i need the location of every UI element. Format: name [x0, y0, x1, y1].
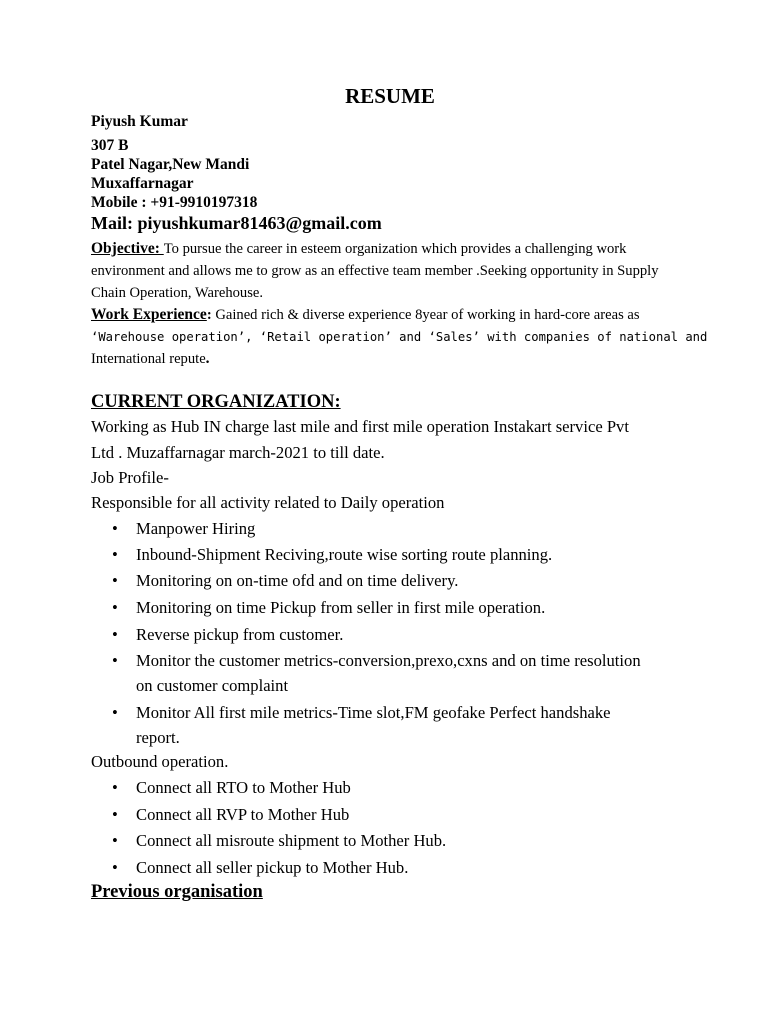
outbound-operation-label: Outbound operation.: [91, 752, 229, 771]
bullet-icon: •: [112, 571, 118, 590]
resume-title: RESUME: [345, 84, 435, 108]
duty-item: Manpower Hiring: [136, 519, 256, 538]
objective-line-1: [91, 240, 626, 258]
address-line-3: Muxaffarnagar: [91, 175, 194, 192]
outbound-item: Connect all RVP to Mother Hub: [136, 805, 350, 824]
address-line-2: Patel Nagar,New Mandi: [91, 156, 250, 173]
objective-line-2: environment and allows me to grow as an effective team member .Seeking opportunity in Supply: [91, 263, 659, 279]
bullet-icon: •: [112, 805, 118, 824]
duty-item-continuation: on customer complaint: [136, 676, 289, 695]
outbound-item: Connect all seller pickup to Mother Hub.: [136, 858, 409, 877]
duty-item-continuation: report.: [136, 728, 180, 747]
email-address: Mail: piyushkumar81463@gmail.com: [91, 213, 382, 233]
bullet-icon: •: [112, 778, 118, 797]
work-experience-text-1: Gained rich & diverse experience 8year of working in hard-core areas as: [215, 307, 640, 323]
current-org-line-2: Ltd . Muzaffarnagar march-2021 to till date.: [91, 443, 385, 462]
work-experience-line-3: [91, 350, 210, 368]
bullet-icon: •: [112, 703, 118, 722]
work-experience-colon: :: [206, 307, 216, 323]
duty-item: Monitor the customer metrics-conversion,prexo,cxns and on time resolution: [136, 651, 641, 670]
bullet-icon: •: [112, 598, 118, 617]
work-experience-period: .: [205, 350, 210, 367]
outbound-item: Connect all RTO to Mother Hub: [136, 778, 351, 797]
address-line-1: 307 B: [91, 137, 129, 154]
job-profile-label: Job Profile-: [91, 468, 169, 487]
work-experience-label: Work Experience: [91, 306, 207, 323]
candidate-name: Piyush Kumar: [91, 113, 188, 130]
duty-item: Reverse pickup from customer.: [136, 625, 344, 644]
work-experience-line-2: ‘Warehouse operation’, ‘Retail operation’ and ‘Sales’ with companies of national and: [91, 330, 708, 344]
bullet-icon: •: [112, 625, 118, 644]
current-organization-heading: CURRENT ORGANIZATION:: [91, 392, 341, 412]
bullet-icon: •: [112, 545, 118, 564]
objective-text-1: To pursue the career in esteem organization which provides a challenging work: [163, 241, 627, 257]
duty-item: Monitor All first mile metrics-Time slot,FM geofake Perfect handshake: [136, 703, 611, 722]
objective-label: Objective:: [91, 240, 164, 257]
bullet-icon: •: [112, 519, 118, 538]
objective-line-3: Chain Operation, Warehouse.: [91, 285, 264, 301]
bullet-icon: •: [112, 651, 118, 670]
work-experience-line-1: [91, 306, 640, 324]
mobile-number: Mobile : +91-9910197318: [91, 194, 258, 211]
bullet-icon: •: [112, 831, 118, 850]
duty-item: Monitoring on on-time ofd and on time delivery.: [136, 571, 459, 590]
current-org-line-1: Working as Hub IN charge last mile and first mile operation Instakart service Pvt: [91, 417, 629, 436]
duty-item: Inbound-Shipment Reciving,route wise sorting route planning.: [136, 545, 553, 564]
previous-organisation-heading: Previous organisation: [91, 882, 263, 902]
outbound-item: Connect all misroute shipment to Mother Hub.: [136, 831, 447, 850]
duty-item: Monitoring on time Pickup from seller in first mile operation.: [136, 598, 546, 617]
work-experience-text-3: International repute: [91, 351, 206, 367]
responsible-line: Responsible for all activity related to Daily operation: [91, 493, 445, 512]
bullet-icon: •: [112, 858, 118, 877]
